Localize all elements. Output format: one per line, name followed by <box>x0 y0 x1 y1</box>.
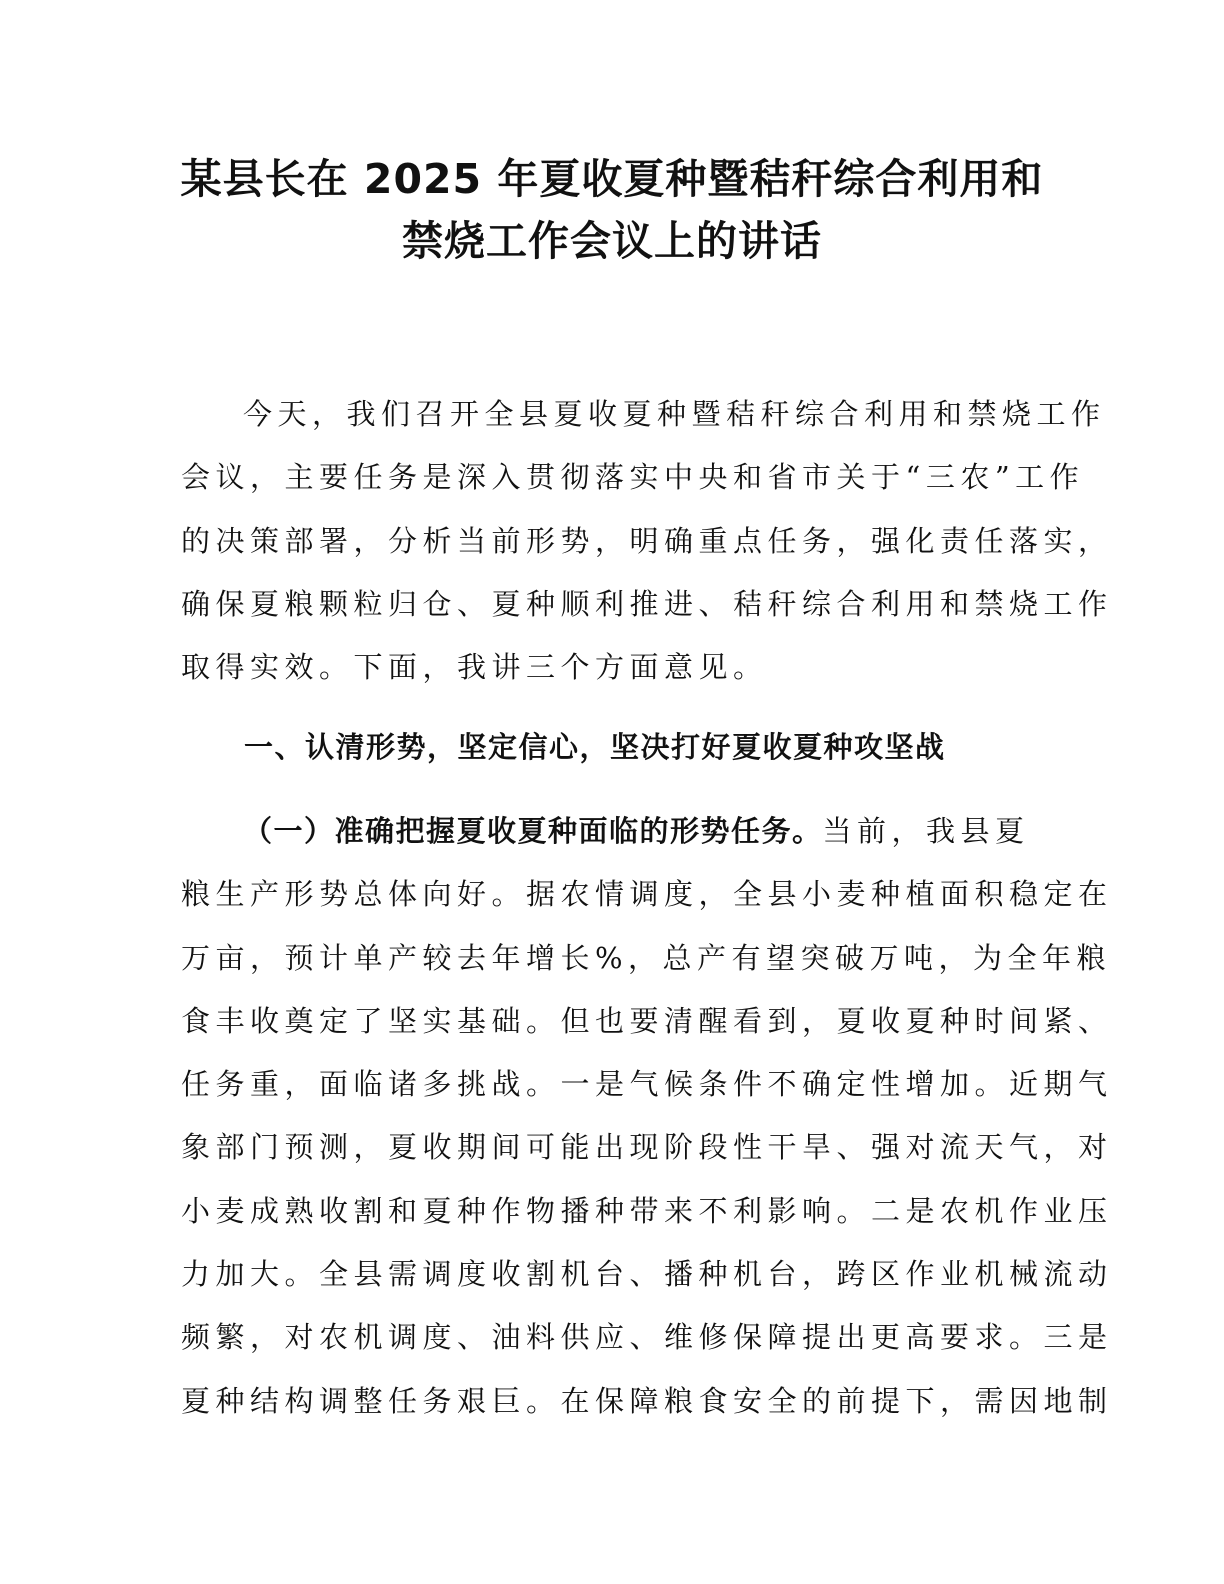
paragraph-line: 万亩，预计单产较去年增长%，总产有望突破万吨，为全年粮 <box>181 940 1112 975</box>
paragraph-line: 频繁，对农机调度、油料供应、维修保障提出更高要求。三是 <box>181 1320 1113 1355</box>
title-line-2: 禁烧工作会议上的讲话 <box>402 217 822 265</box>
paragraph-line <box>181 800 1032 863</box>
paragraph-line: 任务重，面临诸多挑战。一是气候条件不确定性增加。近期气 <box>181 1067 1113 1102</box>
paragraph-line: 粮生产形势总体向好。据农情调度，全县小麦种植面积稳定在 <box>181 877 1113 912</box>
paragraph-line: 确保夏粮颗粒归仓、夏种顺利推进、秸秆综合利用和禁烧工作 <box>181 586 1113 621</box>
paragraph-line: 力加大。全县需调度收割机台、播种机台，跨区作业机械流动 <box>181 1257 1113 1292</box>
title-line-1: 某县长在 2025 年夏收夏种暨秸秆综合利用和 <box>180 155 1044 203</box>
section-heading-1: 一、认清形势，坚定信心，坚决打好夏收夏种攻坚战 <box>244 730 946 764</box>
subheading-inline: （一）准确把握夏收夏种面临的形势任务。 <box>243 814 823 848</box>
section-1-paragraph <box>181 800 1113 1433</box>
paragraph-line: 小麦成熟收割和夏种作物播种带来不利影响。二是农机作业压 <box>181 1193 1113 1228</box>
paragraph-line: 今天，我们召开全县夏收夏种暨秸秆综合利用和禁烧工作 <box>243 397 1106 431</box>
paragraph-line: 象部门预测，夏收期间可能出现阶段性干旱、强对流天气，对 <box>181 1130 1113 1165</box>
paragraph-line: 取得实效。下面，我讲三个方面意见。 <box>181 650 768 685</box>
paragraph-line: 食丰收奠定了坚实基础。但也要清醒看到，夏收夏种时间紧、 <box>181 1003 1113 1038</box>
paragraph-line: 夏种结构调整任务艰巨。在保障粮食安全的前提下，需因地制 <box>181 1383 1113 1418</box>
intro-paragraph <box>181 383 1113 699</box>
paragraph-line: 会议，主要任务是深入贯彻落实中央和省市关于“三农”工作 <box>181 460 1085 495</box>
paragraph-line: 的决策部署，分析当前形势，明确重点任务，强化责任落实， <box>181 523 1113 558</box>
document-title <box>150 148 1074 272</box>
paragraph-text: 当前，我县夏 <box>822 814 1030 848</box>
